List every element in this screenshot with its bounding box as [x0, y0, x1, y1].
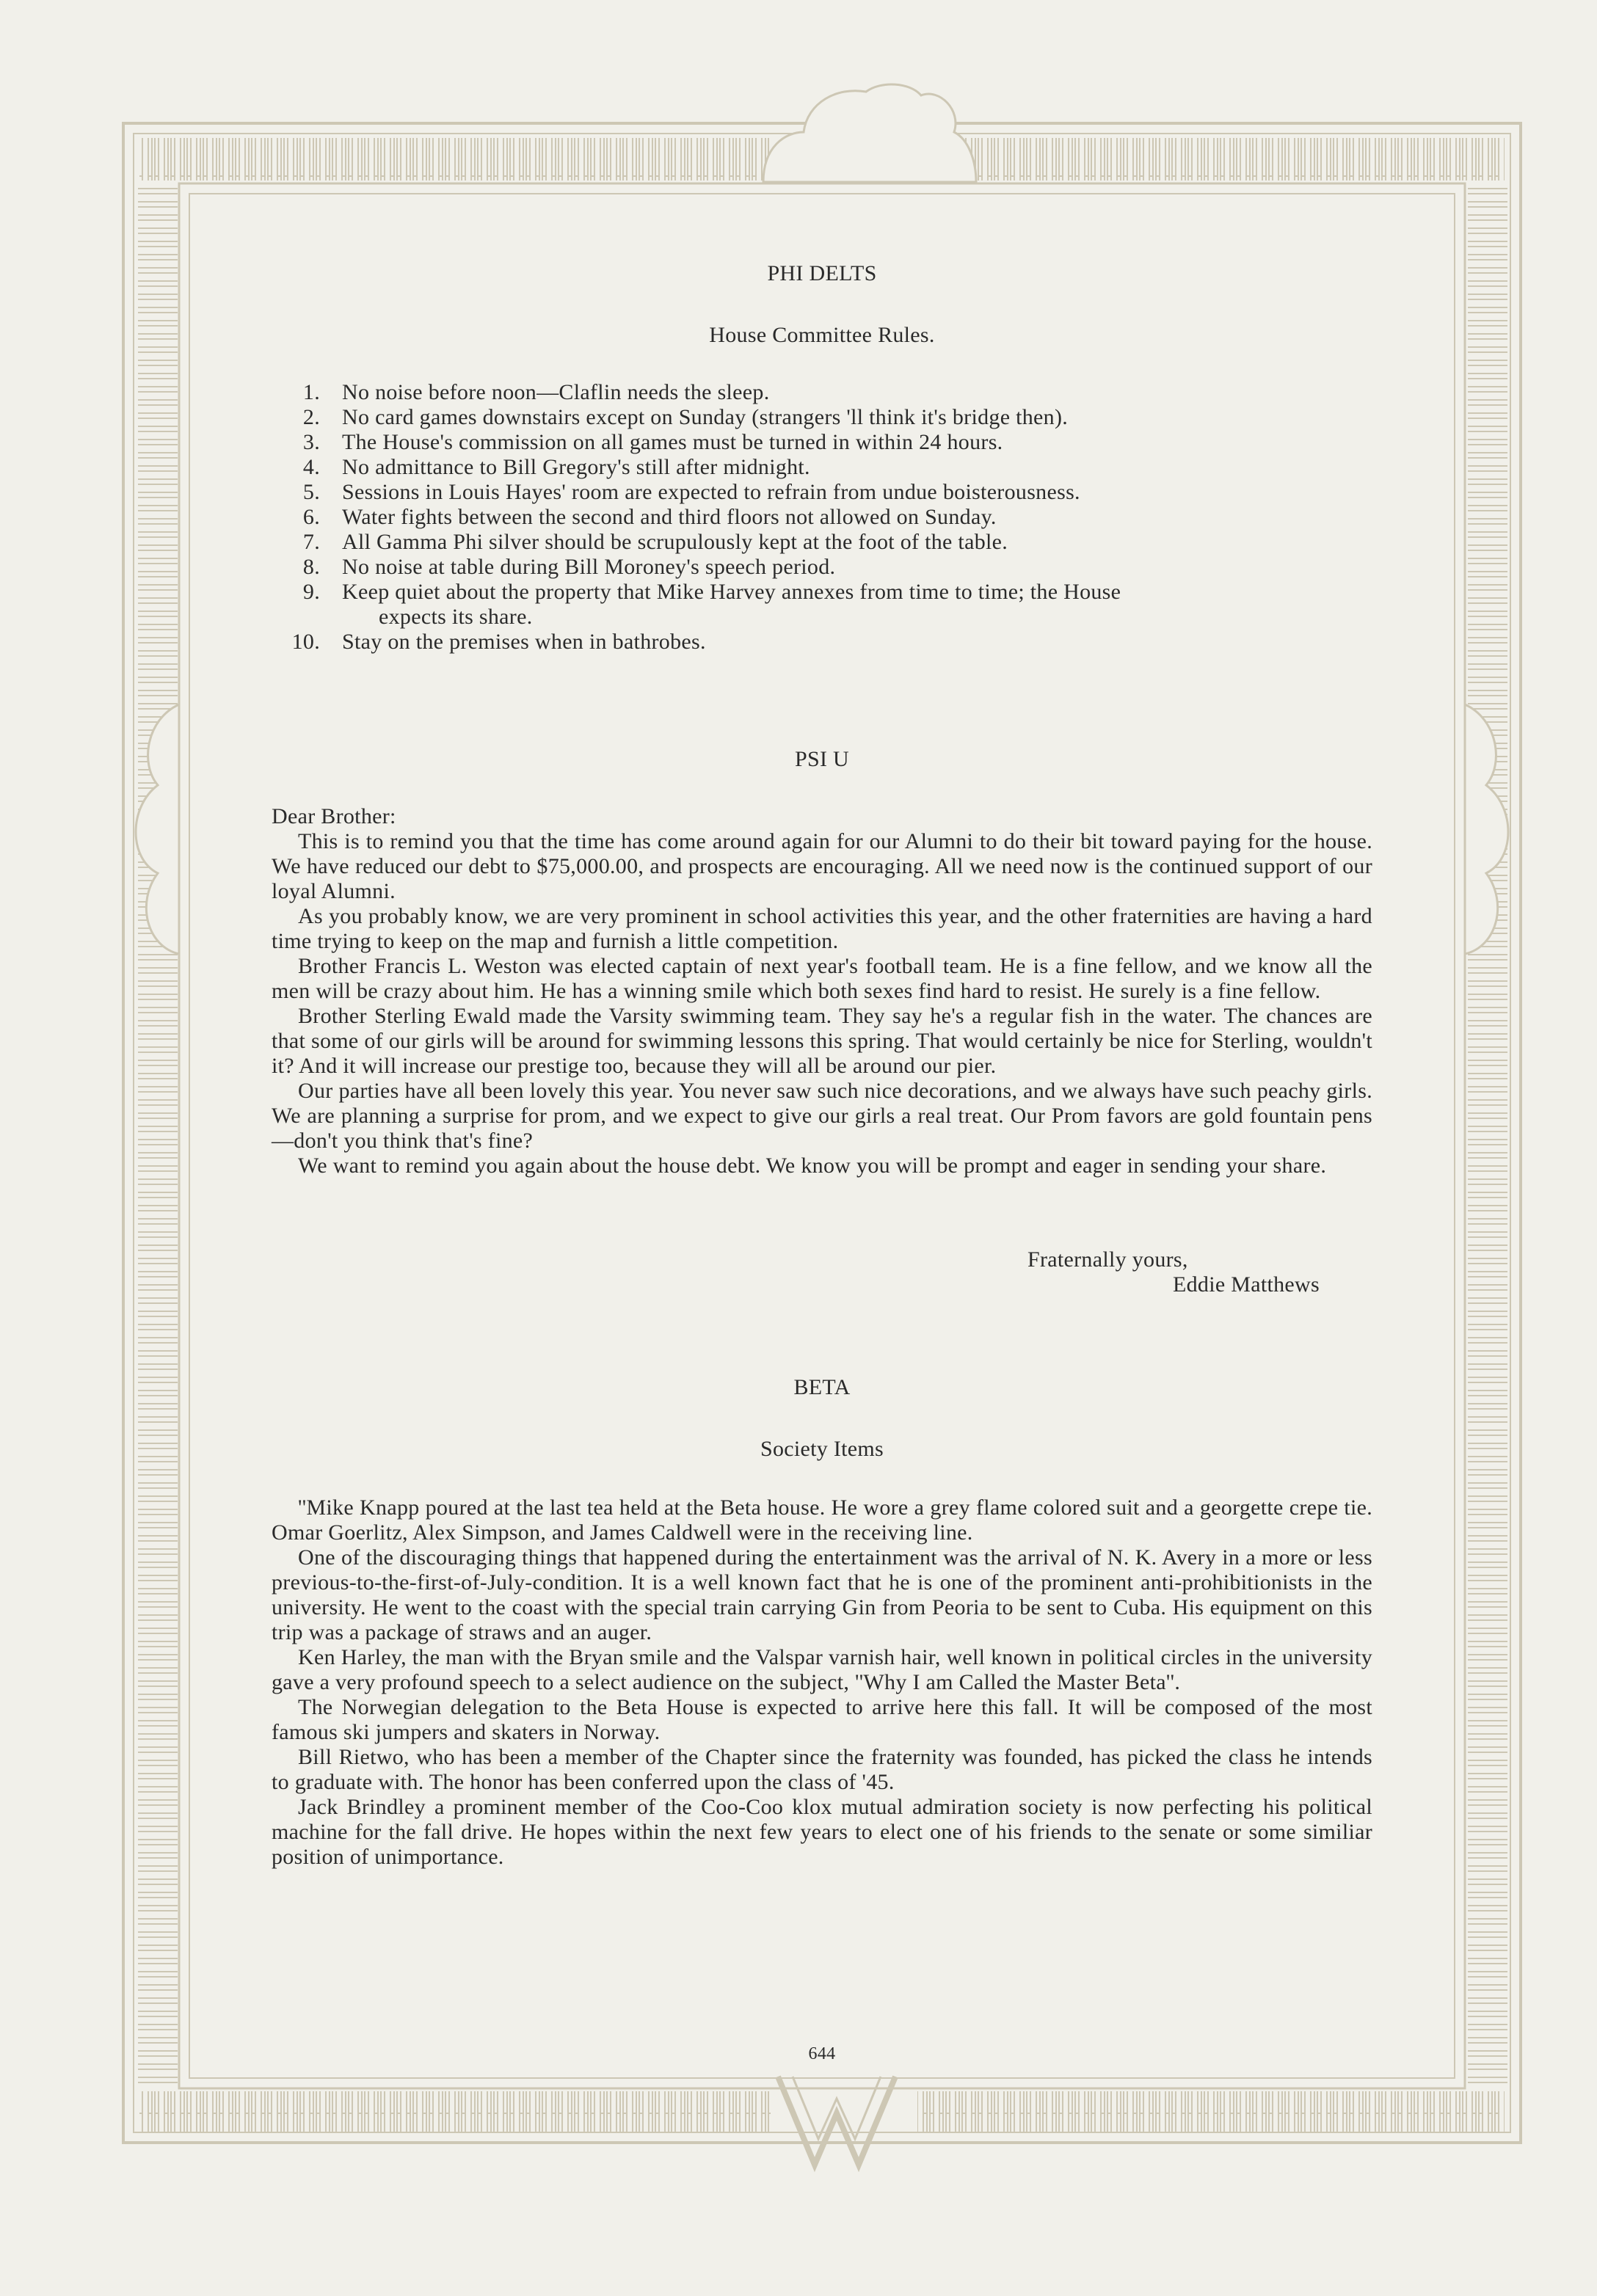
- list-item: [272, 480, 1372, 505]
- list-item: [272, 405, 1372, 430]
- paragraph: Brother Francis L. Weston was elected captain of next year's football team. He is a fine fellow, and we know all the men will be crazy about him. He has a winning smile which both sexes find hard to resist. He surely is a fine fellow.: [272, 954, 1372, 1003]
- rule-number: 1.: [302, 380, 320, 404]
- phi-delts-title: PHI DELTS: [767, 261, 877, 285]
- beta-society-items: [272, 1495, 1372, 1870]
- closing: Fraternally yours,: [1027, 1247, 1188, 1272]
- rule-text: Sessions in Louis Hayes' room are expected to refrain from undue boisterousness.: [342, 480, 1080, 504]
- psi-u-letter: [272, 804, 1372, 1178]
- page-number: 644: [808, 2044, 836, 2063]
- list-item: [272, 530, 1372, 555]
- paragraph: Ken Harley, the man with the Bryan smile and the Valspar varnish hair, well known in political circles in the university gave a very profound speech to a select audience on the subject, ''Why I am Called the Master Beta''.: [272, 1645, 1372, 1694]
- list-item: [272, 455, 1372, 480]
- paragraph: One of the discouraging things that happened during the entertainment was the arrival of N. K. Avery in a more or less previous-to-the-first-of-July-condition. It is a well known fact that he is one of the prominent anti-prohibitionists in the university. He went to the coast with the special train carrying Gin from Peoria to be sent to Cuba. His equipment on this trip was a package of straws and an auger.: [272, 1545, 1372, 1644]
- list-item: [272, 580, 1372, 605]
- rule-text: No admittance to Bill Gregory's still after midnight.: [342, 455, 810, 479]
- rule-number: 10.: [291, 630, 320, 654]
- rule-text: No card games downstairs except on Sunday (strangers 'll think it's bridge then).: [342, 405, 1069, 429]
- list-item: [272, 430, 1372, 455]
- rule-number: 3.: [302, 430, 320, 454]
- psi-u-title: PSI U: [794, 747, 850, 771]
- beta-title: BETA: [793, 1375, 851, 1399]
- salutation: Dear Brother:: [272, 804, 396, 828]
- rule-text: All Gamma Phi silver should be scrupulously kept at the foot of the table.: [342, 530, 1008, 554]
- beta-subtitle: Society Items: [760, 1437, 884, 1461]
- paragraph: The Norwegian delegation to the Beta House is expected to arrive here this fall. It will be composed of the most famous ski jumpers and skaters in Norway.: [272, 1695, 1372, 1744]
- signature: Eddie Matthews: [1173, 1272, 1320, 1297]
- rule-text: No noise at table during Bill Moroney's speech period.: [342, 555, 836, 579]
- rule-text: The House's commission on all games must be turned in within 24 hours.: [342, 430, 1003, 454]
- rule-number: 2.: [302, 405, 320, 429]
- paragraph: Our parties have all been lovely this year. You never saw such nice decorations, and we always have such peachy girls. We are planning a surprise for prom, and we expect to give our girls a real treat. Our Prom favors are gold fountain pens—don't you think that's fine?: [272, 1079, 1372, 1153]
- rule-text: Stay on the premises when in bathrobes.: [342, 630, 706, 654]
- paragraph: Bill Rietwo, who has been a member of the Chapter since the fraternity was founded, has picked the class he intends to graduate with. The honor has been conferred upon the class of '45.: [272, 1745, 1372, 1794]
- paragraph: We want to remind you again about the house debt. We know you will be prompt and eager in sending your share.: [298, 1154, 1327, 1178]
- rule-number: 6.: [302, 505, 320, 529]
- rule-text: Water fights between the second and third floors not allowed on Sunday.: [342, 505, 997, 529]
- list-item: [272, 505, 1372, 530]
- paragraph: Brother Sterling Ewald made the Varsity swimming team. They say he's a regular fish in the water. The chances are that some of our girls will be around for swimming lessons this spring. That would certainly be nice for Sterling, wouldn't it? And it will increase our prestige too, because they will all be around our pier.: [272, 1004, 1372, 1078]
- rule-number: 8.: [302, 555, 320, 579]
- rule-text: No noise before noon—Claflin needs the sleep.: [342, 380, 770, 404]
- paragraph: Jack Brindley a prominent member of the Coo-Coo klox mutual admiration society is now perfecting his political machine for the fall drive. He hopes within the next few years to elect one of his friends to the senate or some similiar position of unimportance.: [272, 1795, 1372, 1869]
- list-item: [272, 380, 1372, 405]
- paragraph: As you probably know, we are very prominent in school activities this year, and the other fraternities are having a hard time trying to keep on the map and furnish a little competition.: [272, 904, 1372, 953]
- house-rules-list: [272, 380, 1372, 655]
- rule-number: 5.: [302, 480, 320, 504]
- rule-number: 7.: [302, 530, 320, 554]
- list-item: [272, 630, 1372, 655]
- phi-delts-subtitle: House Committee Rules.: [709, 323, 935, 347]
- rule-number: 4.: [302, 455, 320, 479]
- rule-text: Keep quiet about the property that Mike Harvey annexes from time to time; the House: [342, 580, 1121, 604]
- rule-continuation: expects its share.: [379, 605, 533, 629]
- list-item: [272, 555, 1372, 580]
- paragraph: ''Mike Knapp poured at the last tea held at the Beta house. He wore a grey flame colored suit and a georgette crepe tie. Omar Goerlitz, Alex Simpson, and James Caldwell were in the receiving line.: [272, 1495, 1372, 1545]
- paragraph: This is to remind you that the time has come around again for our Alumni to do their bit toward paying for the house. We have reduced our debt to $75,000.00, and prospects are encouraging. All we need now is the continued support of our loyal Alumni.: [272, 829, 1372, 903]
- rule-number: 9.: [302, 580, 320, 604]
